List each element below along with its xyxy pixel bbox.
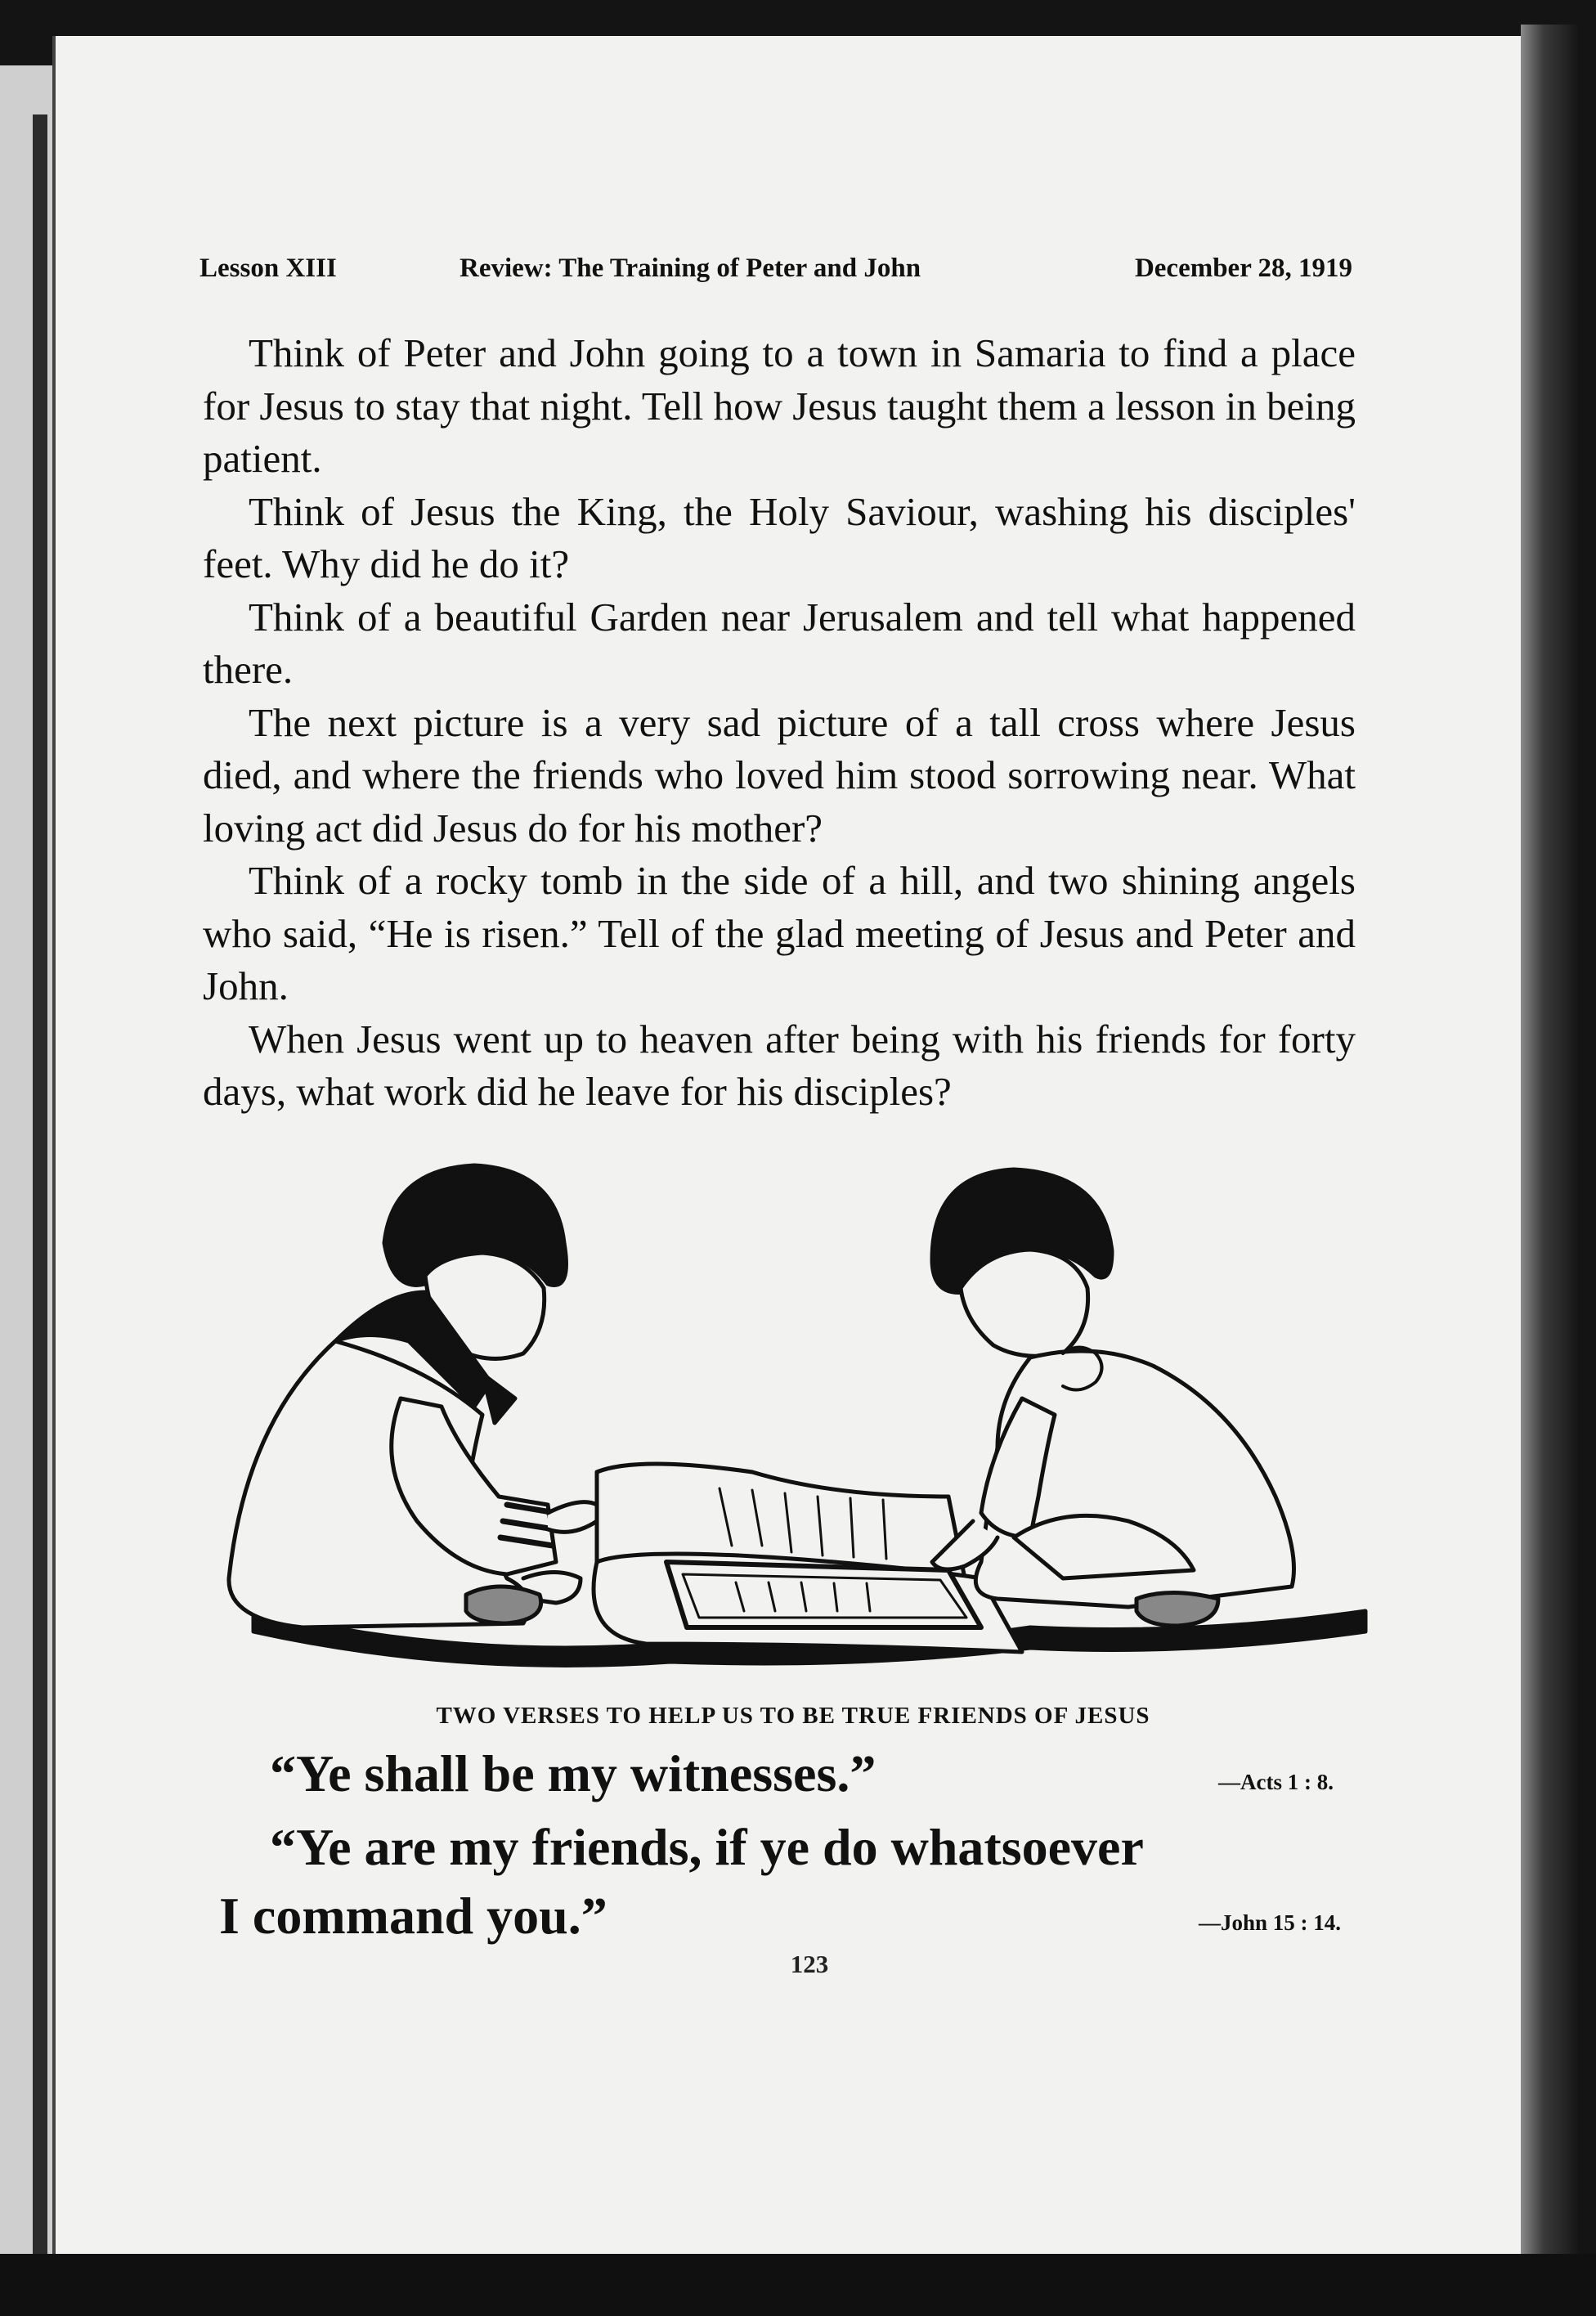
running-header [200, 254, 1352, 286]
page-stack-edge [1521, 25, 1578, 2265]
lesson-body [203, 327, 1356, 1119]
paragraph: The next picture is a very sad picture of a tall cross where Jesus died, and where the friends who loved him stood sorrowing near. What loving act did Jesus do for his mother? [203, 699, 1356, 851]
paragraph: Think of Peter and John going to a town in Samaria to find a place for Jesus to stay that night. Tell how Jesus taught them a lesson in being patient. [203, 330, 1356, 481]
page-number: 123 [790, 1950, 829, 1978]
lesson-number: Lesson XIII [200, 254, 337, 283]
paragraph: Think of Jesus the King, the Holy Saviour, washing his disciples' feet. Why did he do it? [203, 488, 1356, 586]
paragraph: Think of a rocky tomb in the side of a hill, and two shining angels who said, “He is risen.” Tell of the glad meeting of Jesus and Peter and John. [203, 858, 1356, 1008]
lesson-date: December 28, 1919 [1134, 254, 1352, 283]
verse-2-line-2: I command you.” [219, 1887, 607, 1945]
paragraph: Think of a beautiful Garden near Jerusalem and tell what happened there. [203, 594, 1356, 692]
scan-bottom-border [0, 2254, 1596, 2316]
book-spine-shadow [33, 114, 47, 2257]
verse-2-line-1: “Ye are my friends, if ye do whatsoever [270, 1818, 1144, 1876]
verses-caption: TWO VERSES TO HELP US TO BE TRUE FRIENDS OF JESUS [436, 1703, 1150, 1729]
children-reading-illustration [213, 1153, 1374, 1676]
verse-2-reference: —John 15 : 14. [1199, 1910, 1342, 1935]
verse-1: “Ye shall be my witnesses.” [270, 1744, 876, 1802]
lesson-title: Review: The Training of Peter and John [460, 254, 921, 283]
verse-1-reference: —Acts 1 : 8. [1218, 1770, 1334, 1794]
paragraph: When Jesus went up to heaven after being with his friends for forty days, what work did he leave for his disciples? [203, 1016, 1356, 1114]
